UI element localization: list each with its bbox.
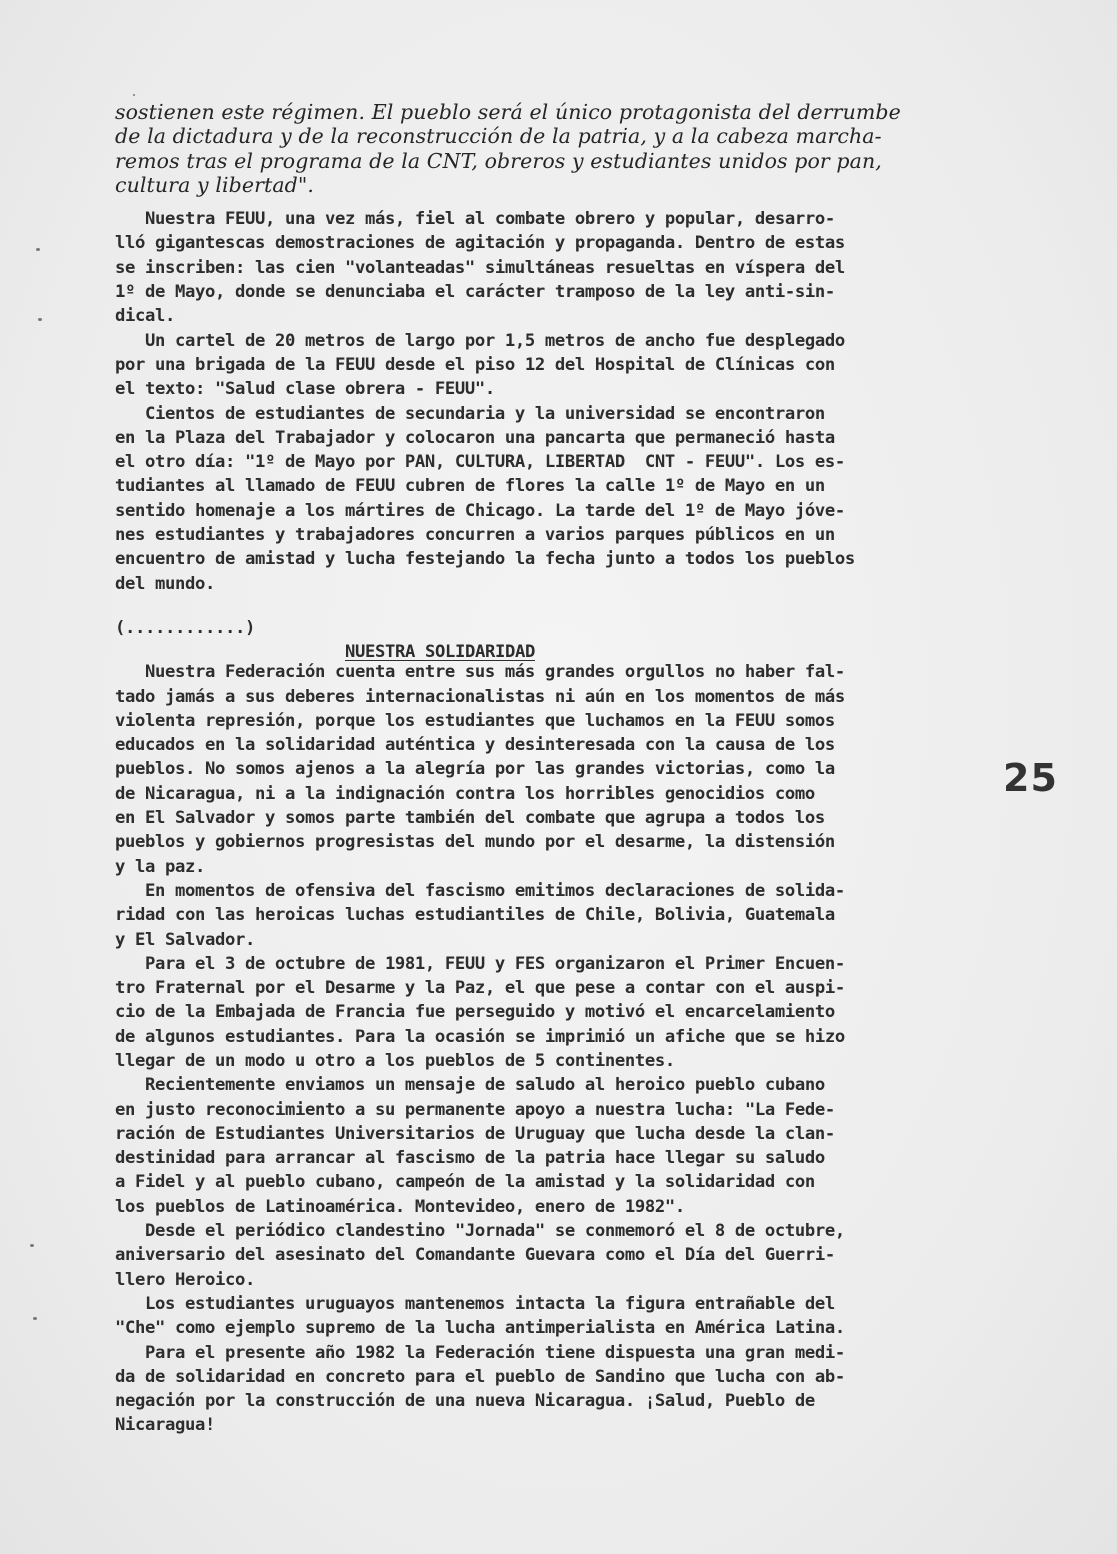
- text-line: En momentos de ofensiva del fascismo emitimos declaraciones de solida-: [115, 880, 845, 901]
- text-line: Desde el periódico clandestino "Jornada" se conmemoró el 8 de octubre,: [115, 1221, 845, 1242]
- text-line: Nuestra FEUU, una vez más, fiel al combate obrero y popular, desarro-: [115, 209, 835, 230]
- page-number: 25: [1003, 756, 1058, 800]
- text-line: tudiantes al llamado de FEUU cubren de flores la calle 1º de Mayo en un: [115, 476, 825, 497]
- text-line: remos tras el programa de la CNT, obreros y estudiantes unidos por pan,: [115, 148, 882, 173]
- text-line: educados en la solidaridad auténtica y desinteresada con la causa de los: [115, 735, 835, 756]
- text-line: destinidad para arrancar al fascismo de la patria hace llegar su saludo: [115, 1148, 825, 1169]
- text-line: pueblos. No somos ajenos a la alegría por las grandes victorias, como la: [115, 759, 835, 780]
- text-line: dical.: [115, 306, 175, 327]
- text-line: el texto: "Salud clase obrera - FEUU".: [115, 379, 495, 400]
- text-line: pueblos y gobiernos progresistas del mundo por el desarme, la distensión: [115, 832, 835, 853]
- text-line: por una brigada de la FEUU desde el piso 12 del Hospital de Clínicas con: [115, 354, 835, 375]
- scan-speck: [33, 1317, 37, 1320]
- text-line: tado jamás a sus deberes internacionalistas ni aún en los momentos de más: [115, 686, 845, 707]
- spacer: [115, 596, 985, 616]
- scan-speck: [30, 1244, 34, 1247]
- text-line: lló gigantescas demostraciones de agitación y propaganda. Dentro de estas: [115, 233, 845, 254]
- text-line: de algunos estudiantes. Para la ocasión se imprimió un afiche que se hizo: [115, 1026, 845, 1047]
- text-line: el otro día: "1º de Mayo por PAN, CULTURA, LIBERTAD CNT - FEUU". Los es-: [115, 452, 845, 473]
- text-line: de Nicaragua, ni a la indignación contra los horribles genocidios como: [115, 783, 815, 804]
- text-line: Cientos de estudiantes de secundaria y la universidad se encontraron: [115, 403, 825, 424]
- text-line: negación por la construcción de una nueva Nicaragua. ¡Salud, Pueblo de: [115, 1391, 815, 1412]
- text-line: nes estudiantes y trabajadores concurren a varios parques públicos en un: [115, 525, 835, 546]
- scan-speck: [133, 94, 135, 96]
- text-line: cio de la Embajada de Francia fue perseguido y motivó el encarcelamiento: [115, 1002, 835, 1023]
- text-line: cultura y libertad".: [115, 172, 315, 197]
- text-line: llero Heroico.: [115, 1269, 255, 1290]
- text-line: 1º de Mayo, donde se denunciaba el carácter tramposo de la ley anti-sin-: [115, 282, 835, 303]
- text-line: aniversario del asesinato del Comandante Guevara como el Día del Guerri-: [115, 1245, 835, 1266]
- spacer: [115, 197, 985, 207]
- text-line: en justo reconocimiento a su permanente apoyo a nuestra lucha: "La Fede-: [115, 1099, 835, 1120]
- section-title: NUESTRA SOLIDARIDAD: [345, 642, 535, 663]
- text-line: y El Salvador.: [115, 929, 255, 950]
- text-line: sostienen este régimen. El pueblo será el único protagonista del derrumbe: [115, 100, 901, 124]
- text-line: Recientemente enviamos un mensaje de saludo al heroico pueblo cubano: [115, 1075, 825, 1096]
- scan-speck: [36, 248, 40, 251]
- omission-marker: (............): [115, 617, 255, 638]
- text-line: Nuestra Federación cuenta entre sus más grandes orgullos no haber fal-: [115, 662, 845, 683]
- scan-speck: [38, 318, 42, 321]
- text-line: sentido homenaje a los mártires de Chicago. La tarde del 1º de Mayo jóve-: [115, 500, 845, 521]
- text-line: Para el presente año 1982 la Federación tiene dispuesta una gran medi-: [115, 1342, 845, 1363]
- text-line: ridad con las heroicas luchas estudiantiles de Chile, Bolivia, Guatemala: [115, 905, 835, 926]
- text-line: violenta represión, porque los estudiantes que luchamos en la FEUU somos: [115, 710, 835, 731]
- text-line: a Fidel y al pueblo cubano, campeón de la amistad y la solidaridad con: [115, 1172, 815, 1193]
- text-line: en la Plaza del Trabajador y colocaron una pancarta que permaneció hasta: [115, 427, 835, 448]
- text-line: del mundo.: [115, 573, 215, 594]
- solidarity-paragraphs: [115, 660, 985, 1438]
- text-line: ración de Estudiantes Universitarios de Uruguay que lucha desde la clan-: [115, 1123, 835, 1144]
- text-line: da de solidaridad en concreto para el pueblo de Sandino que lucha con ab-: [115, 1366, 845, 1387]
- text-line: "Che" como ejemplo supremo de la lucha antimperialista en América Latina.: [115, 1318, 845, 1339]
- text-line: llegar de un modo u otro a los pueblos de 5 continentes.: [115, 1050, 675, 1071]
- text-line: en El Salvador y somos parte también del combate que agrupa a todos los: [115, 808, 825, 829]
- text-line: los pueblos de Latinoamérica. Montevideo, enero de 1982".: [115, 1196, 685, 1217]
- text-line: Un cartel de 20 metros de largo por 1,5 metros de ancho fue desplegado: [115, 330, 845, 351]
- text-column: [115, 100, 985, 1438]
- text-line: se inscriben: las cien "volanteadas" simultáneas resueltas en víspera del: [115, 257, 845, 278]
- opening-quote-block: [115, 100, 985, 197]
- text-line: y la paz.: [115, 856, 205, 877]
- text-line: Nicaragua!: [115, 1415, 215, 1436]
- spacer: [115, 640, 985, 660]
- text-line: Para el 3 de octubre de 1981, FEUU y FES organizaron el Primer Encuen-: [115, 953, 845, 974]
- text-line: tro Fraternal por el Desarme y la Paz, el que pese a contar con el auspi-: [115, 978, 845, 999]
- text-line: encuentro de amistad y lucha festejando la fecha junto a todos los pueblos: [115, 549, 855, 570]
- section-heading: [115, 616, 985, 663]
- feuu-paragraphs: [115, 207, 985, 596]
- text-line: Los estudiantes uruguayos mantenemos intacta la figura entrañable del: [115, 1293, 835, 1314]
- text-line: de la dictadura y de la reconstrucción de la patria, y a la cabeza marcha-: [115, 124, 882, 149]
